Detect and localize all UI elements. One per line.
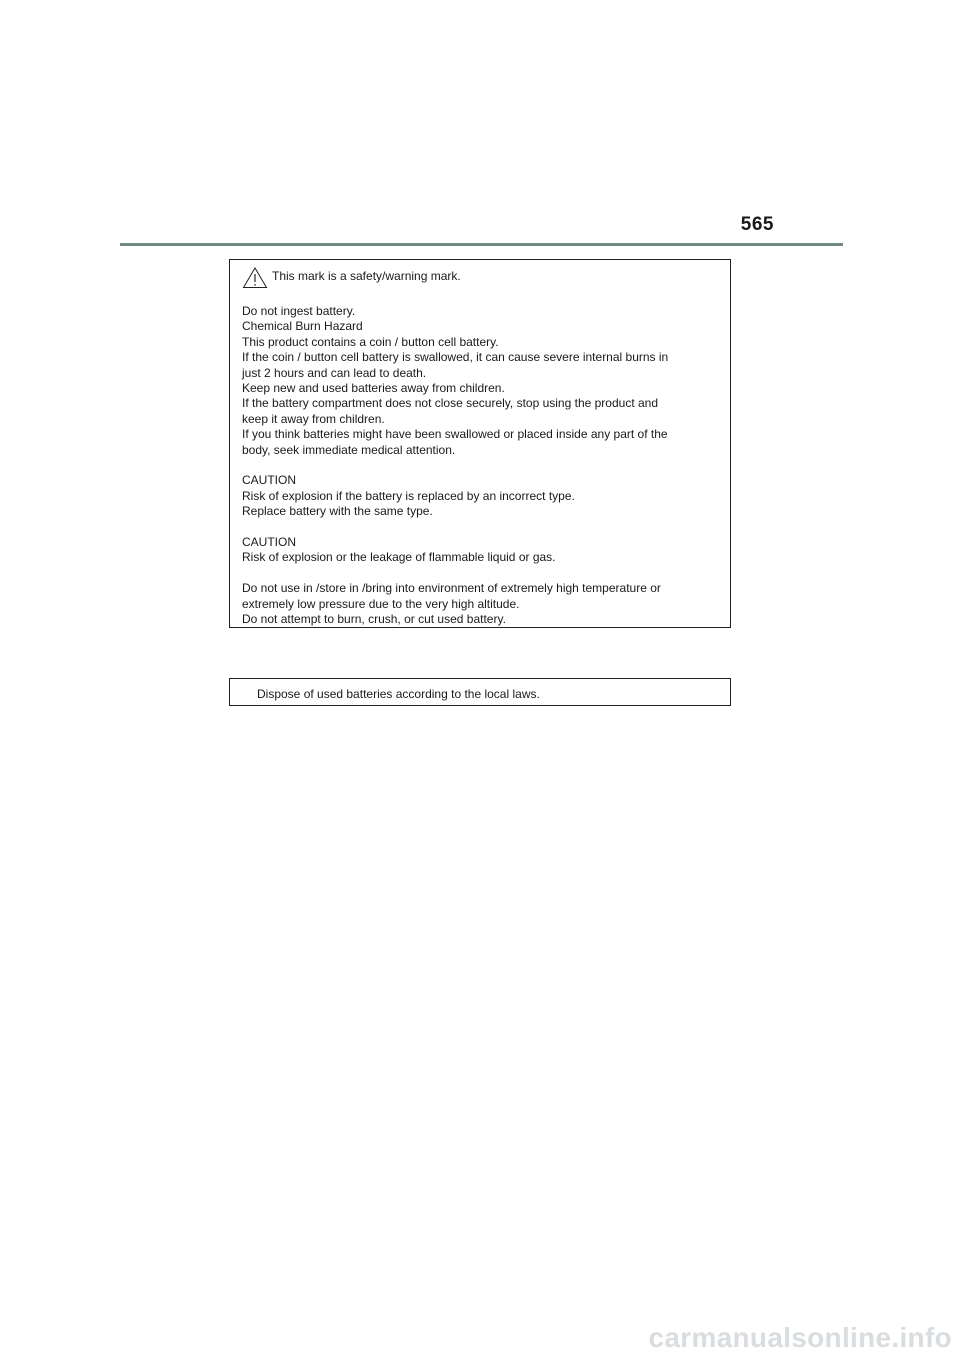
warning-line: If you think batteries might have been swallowed or placed inside any part of the xyxy=(242,427,668,442)
warning-line: Risk of explosion if the battery is replaced by an incorrect type. xyxy=(242,488,575,503)
safety-mark-row xyxy=(242,268,719,296)
warning-line: Risk of explosion or the leakage of flammable liquid or gas. xyxy=(242,550,556,565)
warning-line: If the battery compartment does not close securely, stop using the product and xyxy=(242,396,659,411)
warning-line: This product contains a coin / button cell battery. xyxy=(242,334,499,349)
dispose-text: Dispose of used batteries according to the local laws. xyxy=(257,687,540,701)
warning-line: keep it away from children. xyxy=(242,411,385,426)
watermark: carmanualsonline.info xyxy=(648,1322,952,1353)
header-rule xyxy=(120,243,843,246)
warning-line: body, seek immediate medical attention. xyxy=(242,442,456,457)
warning-line: Chemical Burn Hazard xyxy=(242,319,363,334)
warning-triangle-icon xyxy=(242,267,268,289)
paragraph-spacer xyxy=(242,566,719,581)
page-number: 565 xyxy=(740,214,774,235)
caution-heading: CAUTION xyxy=(242,473,296,488)
dispose-box xyxy=(229,678,731,706)
warning-line: Replace battery with the same type. xyxy=(242,504,433,519)
warning-box xyxy=(229,259,731,628)
warning-line: Do not ingest battery. xyxy=(242,304,356,318)
paragraph-spacer xyxy=(242,520,719,535)
warning-line: Keep new and used batteries away from children. xyxy=(242,381,505,396)
safety-mark-text: This mark is a safety/warning mark. xyxy=(272,269,461,283)
warning-line: Do not attempt to burn, crush, or cut used battery. xyxy=(242,612,506,627)
warning-line: Do not use in /store in /bring into environment of extremely high temperature or xyxy=(242,581,661,596)
caution-heading: CAUTION xyxy=(242,535,296,550)
warning-line: just 2 hours and can lead to death. xyxy=(242,365,427,380)
paragraph-spacer xyxy=(242,458,719,473)
warning-line: If the coin / button cell battery is swallowed, it can cause severe internal burns in xyxy=(242,350,669,365)
warning-line: extremely low pressure due to the very high altitude. xyxy=(242,596,520,611)
warning-lines xyxy=(242,304,719,627)
